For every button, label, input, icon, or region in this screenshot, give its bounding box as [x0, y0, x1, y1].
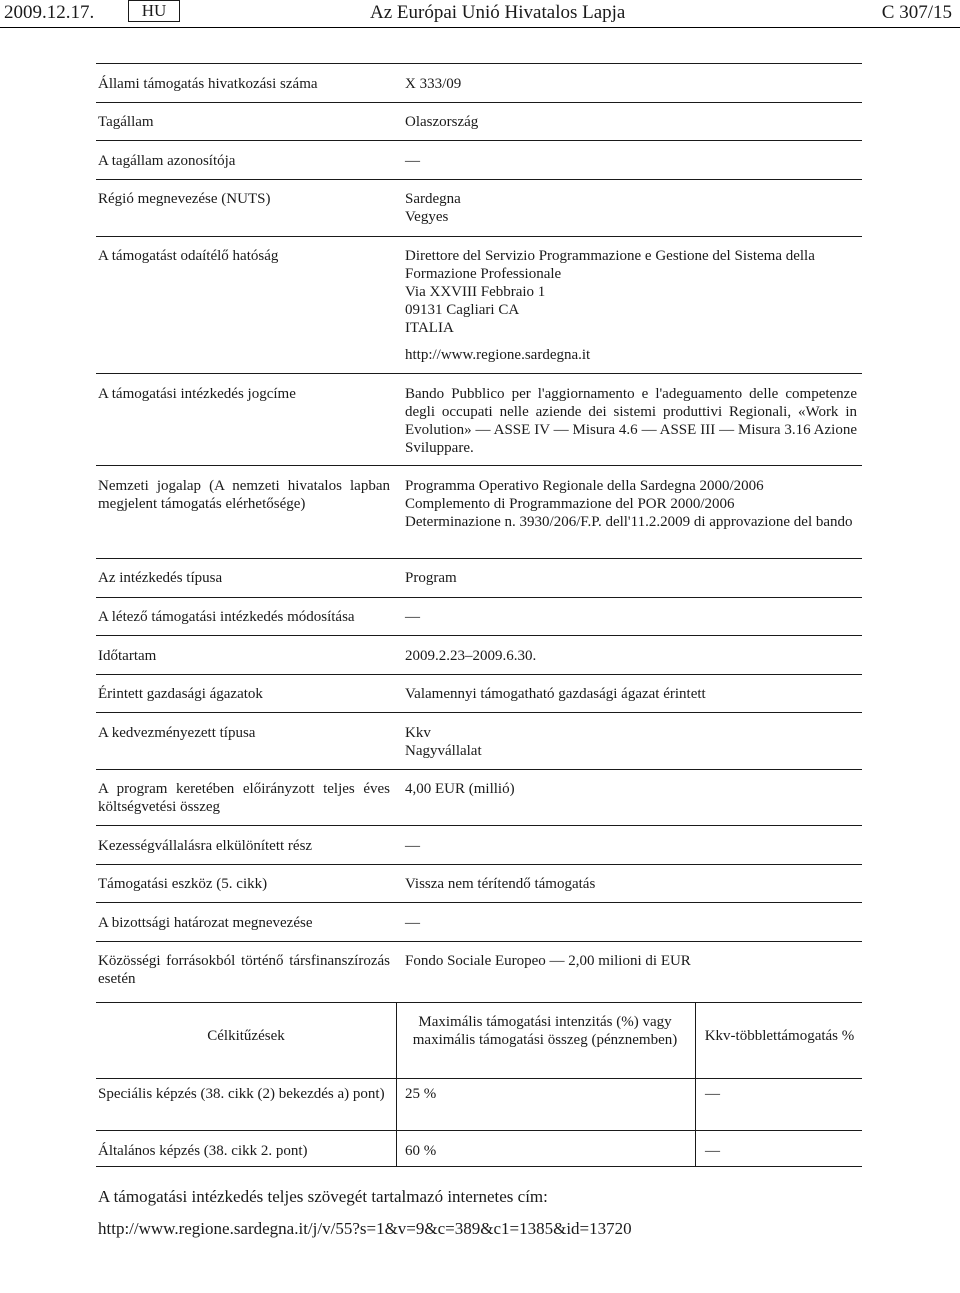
row-divider	[96, 102, 862, 103]
row-value: Program	[405, 570, 457, 586]
authority-website: http://www.regione.sardegna.it	[405, 347, 591, 363]
row-value: Direttore del Servizio Programmazione e Gestione del Sistema della Formazione Professionale Via XXVIII Febbraio 1 09131 Cagliari CA ITALIA	[405, 248, 815, 336]
table-column-divider	[695, 1078, 696, 1130]
row-label: Kezességvállalásra elkülönített rész	[98, 838, 313, 854]
row-divider	[96, 465, 862, 466]
row-label: A tagállam azonosítója	[98, 153, 236, 169]
row-label: A program keretében előirányzott teljes éves költségvetési összeg	[98, 781, 390, 815]
row-value: Fondo Sociale Europeo — 2,00 milioni di EUR	[405, 953, 691, 969]
table-row-sme-bonus: —	[705, 1143, 720, 1159]
row-label: Tagállam	[98, 114, 154, 130]
table-row-sme-bonus: —	[705, 1086, 720, 1102]
row-divider	[96, 769, 862, 770]
row-label: A támogatási intézkedés jogcíme	[98, 386, 296, 402]
row-label: Nemzeti jogalap (A nemzeti hivatalos lapban megjelent támogatás elérhetősége)	[98, 478, 390, 512]
row-divider	[96, 1078, 862, 1079]
row-value: Programma Operativo Regionale della Sardegna 2000/2006 Complemento di Programmazione del POR 2000/2006 Determinazione n. 3930/206/F.P. dell'11.2.2009 di approvazione del bando	[405, 478, 853, 530]
table-header-sme-bonus: Kkv-többlettámogatás %	[704, 1028, 855, 1044]
row-label: Időtartam	[98, 648, 157, 664]
row-divider	[96, 597, 862, 598]
table-top-border	[96, 1002, 862, 1003]
row-value: —	[405, 609, 420, 625]
page-header	[0, 0, 960, 28]
row-label: A létező támogatási intézkedés módosítása	[98, 609, 355, 625]
publication-date: 2009.12.17.	[4, 2, 95, 23]
table-row-intensity: 60 %	[405, 1143, 437, 1159]
row-label: Állami támogatás hivatkozási száma	[98, 76, 318, 92]
language-badge: HU	[128, 0, 180, 22]
table-column-divider	[695, 1002, 696, 1078]
row-label: Érintett gazdasági ágazatok	[98, 686, 263, 702]
header-divider	[0, 27, 960, 28]
table-row-intensity: 25 %	[405, 1086, 437, 1102]
row-value: Valamennyi támogatható gazdasági ágazat érintett	[405, 686, 706, 702]
row-value: Sardegna Vegyes	[405, 191, 461, 225]
table-row-objective: Speciális képzés (38. cikk (2) bekezdés a) pont)	[98, 1086, 385, 1102]
row-value: —	[405, 153, 420, 169]
row-divider	[96, 941, 862, 942]
journal-title: Az Európai Unió Hivatalos Lapja	[370, 2, 626, 23]
row-divider	[96, 712, 862, 713]
row-value: 4,00 EUR (millió)	[405, 781, 515, 797]
row-label: Régió megnevezése (NUTS)	[98, 191, 271, 207]
row-value: X 333/09	[405, 76, 462, 92]
table-header-max-intensity: Maximális támogatási intenzitás (%) vagy maximális támogatási összeg (pénznemben)	[412, 1014, 678, 1048]
row-label: Támogatási eszköz (5. cikk)	[98, 876, 268, 892]
row-value: 2009.2.23–2009.6.30.	[405, 648, 537, 664]
row-value: —	[405, 915, 420, 931]
row-value: Kkv Nagyvállalat	[405, 725, 482, 759]
row-divider	[96, 558, 862, 559]
row-label: Közösségi forrásokból történő társfinanszírozás esetén	[98, 953, 390, 987]
row-label: A támogatást odaítélő hatóság	[98, 248, 279, 264]
row-divider	[96, 635, 862, 636]
row-value: Vissza nem térítendő támogatás	[405, 876, 596, 892]
row-divider	[96, 373, 862, 374]
table-column-divider	[396, 1002, 397, 1078]
table-row-objective: Általános képzés (38. cikk 2. pont)	[98, 1143, 308, 1159]
row-divider	[96, 179, 862, 180]
row-divider	[96, 825, 862, 826]
table-header-objectives: Célkitűzések	[207, 1028, 285, 1044]
row-value: Bando Pubblico per l'aggiornamento e l'adeguamento delle competenze degli occupati nelle aziende dei sistemi produttivi Regionali, «Work in Evolution» — ASSE IV — Misura 4.6 — ASSE III — Misura 3.16 Azione Sviluppare.	[405, 386, 857, 456]
row-divider	[96, 63, 862, 64]
full-text-link[interactable]: http://www.regione.sardegna.it/j/v/55?s=1&v=9&c=389&c1=1385&id=13720	[98, 1219, 632, 1238]
row-divider	[96, 1130, 862, 1131]
page-number: C 307/15	[881, 2, 952, 23]
row-label: A bizottsági határozat megnevezése	[98, 915, 313, 931]
table-bottom-border	[96, 1166, 862, 1167]
full-text-heading: A támogatási intézkedés teljes szövegét tartalmazó internetes cím:	[98, 1187, 548, 1206]
row-value: —	[405, 838, 420, 854]
row-label: A kedvezményezett típusa	[98, 725, 256, 741]
row-divider	[96, 140, 862, 141]
table-column-divider	[396, 1130, 397, 1166]
row-divider	[96, 902, 862, 903]
table-column-divider	[396, 1078, 397, 1130]
row-divider	[96, 864, 862, 865]
row-divider	[96, 236, 862, 237]
row-divider	[96, 674, 862, 675]
row-value: Olaszország	[405, 114, 479, 130]
table-column-divider	[695, 1130, 696, 1166]
row-label: Az intézkedés típusa	[98, 570, 223, 586]
